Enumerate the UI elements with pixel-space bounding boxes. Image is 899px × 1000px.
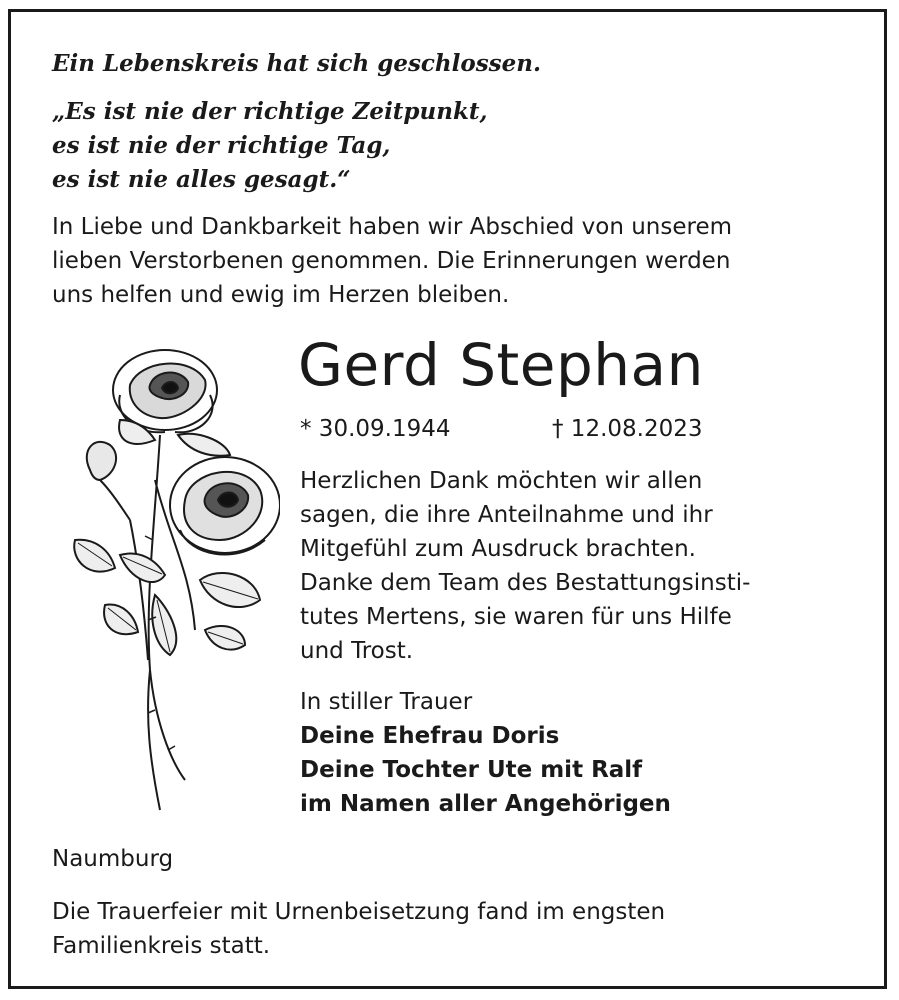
deceased-name: Gerd Stephan <box>298 331 704 399</box>
motto-line-1: Ein Lebenskreis hat sich geschlossen. <box>52 50 541 77</box>
thanks-text <box>300 464 750 668</box>
thanks-line-2: sagen, die ihre Anteilnahme und ihr <box>300 502 713 528</box>
birth-date: * 30.09.1944 <box>300 416 451 442</box>
footer-text <box>52 895 665 963</box>
motto-line-3: es ist nie der richtige Tag, <box>52 132 391 159</box>
signature-block <box>300 685 671 821</box>
thanks-line-5: tutes Mertens, sie waren für uns Hilfe <box>300 604 732 630</box>
signature-line-1: Deine Ehefrau Doris <box>300 723 560 749</box>
signature-line-3: im Namen aller Angehörigen <box>300 791 671 817</box>
rose-illustration-icon <box>60 340 280 820</box>
thanks-line-6: und Trost. <box>300 638 414 664</box>
intro-line-1: In Liebe und Dankbarkeit haben wir Abschied von unserem <box>52 214 733 240</box>
death-date: † 12.08.2023 <box>552 416 703 442</box>
signature-intro: In stiller Trauer <box>300 689 473 715</box>
thanks-line-4: Danke dem Team des Bestattungsinsti- <box>300 570 751 596</box>
intro-line-2: lieben Verstorbenen genommen. Die Erinnerungen werden <box>52 248 731 274</box>
place-name: Naumburg <box>52 846 174 872</box>
motto-line-2: „Es ist nie der richtige Zeitpunkt, <box>52 98 488 125</box>
intro-text <box>52 210 852 312</box>
signature-line-2: Deine Tochter Ute mit Ralf <box>300 757 643 783</box>
footer-line-2: Familienkreis statt. <box>52 933 271 959</box>
footer-line-1: Die Trauerfeier mit Urnenbeisetzung fand im engsten <box>52 899 666 925</box>
intro-line-3: uns helfen und ewig im Herzen bleiben. <box>52 282 510 308</box>
thanks-line-3: Mitgefühl zum Ausdruck brachten. <box>300 536 696 562</box>
thanks-line-1: Herzlichen Dank möchten wir allen <box>300 468 703 494</box>
motto-line-4: es ist nie alles gesagt.“ <box>52 166 351 193</box>
